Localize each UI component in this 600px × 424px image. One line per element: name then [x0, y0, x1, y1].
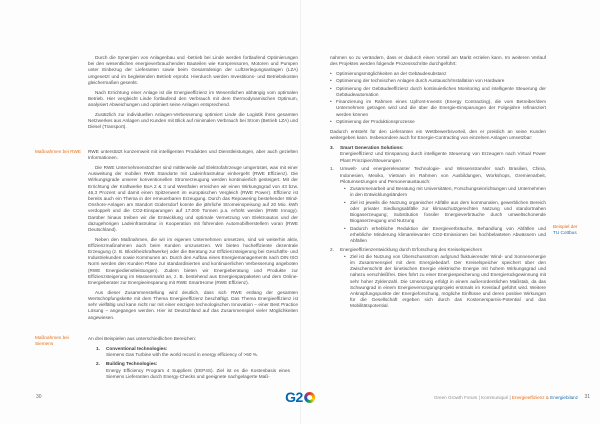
footer-breadcrumb [434, 395, 578, 400]
item-lead: Umwelt- und energierelevanter Technologie- und Wissenstransfer nach Brasilien, China, Indonesien, Mexiko, Vietnam im Rahmen von Ausbildungen, Workshops, Gremienarbeit, Pilotumsetzungen und Personenaustausch: [340, 166, 546, 184]
footer-text-plain: Green Growth Forum | Kommuniqué | [433, 395, 512, 400]
list-item: • Zusammenarbeit und Beratung mit Universitäten, Forschungseinrichtungen und Unternehmen in den Entwicklungsländern [344, 186, 546, 198]
item-title: Conventional technologies: [106, 345, 168, 351]
sub-bullet-list [340, 254, 546, 310]
list-item: • Optimierungsmöglichkeiten an der Gebäudesubstanz [330, 71, 546, 77]
g20-knot-icon [304, 392, 315, 403]
list-item: • Ziel ist die Nutzung von Überschussstrom aufgrund fluktuierender Wind- und Sonnenenergie im Zusammenspiel mit dem Energiebedarf. Der Kreiselspeicher speichert über den Zwischenschritt der kinetischen Energie elektrische Energie mit hohem Wirkungsgrad und nahezu verschleißfrei. Dies führt zu einer Energiespeicherung und Energierückgewinnung mit sehr hoher Zyklenzahl. Die Umsetzung erfolgt in einem außerordentlichen Maßstab, da das Schwungrad in einem Energieversorgungsprojekt erstmals im Kreislauf geführt wird. Weitere Anknüpfungspunkte der Energieforschung, mögliche Einflüsse und deren positive Wirkungen für die Gesellschaft ergeben sich durch das Kostenersparnis-Potential und das Mobilitätspotential. [344, 254, 546, 310]
item-number: 2. [330, 246, 334, 252]
item-number: 1. [96, 345, 100, 351]
left-text-block-linde [88, 55, 298, 134]
g20-logo-text: G2 [285, 389, 303, 405]
paragraph: nahmen so zu verändern, dass er dadurch einen Vorteil am Markt erzielen kann. Im weiteren Verlauf des Projektes werden folgende Prozessschritte durchgeführt: [330, 55, 546, 67]
paragraph: Die RWE Unternehmenstöchter sind mittlerweile auf Elektrofahrzeuge umgerüstet, was mit einer Ausweitung der mobilen RWE Standorte mit Ladeinfrastruktur einhergeht (RWE Effizienz). Die Wirkungsgrade unserer konventionellen Stromerzeugung werden kontinuierlich gesteigert. Mit der Errichtung der Kraftwerke BoA 2 & 3 und Westfalen erreichen wir einen Wirkungsgrad von 43 bzw. 46,3 Prozent und damit einen Spitzenwert im europäischen Vergleich (RWE Power). Effizienz ist bereits auch ein Thema in der erneuerbaren Erzeugung. Durch das Repowering bestehender Wind-Onshore-Anlagen am Standort Güdersdorf konnte die jährliche Stromeinspeisung auf 20 Mio. kWh verdoppelt und die CO2-Einsparungen auf 17.000 Tonnen p.a. erhöht werden (RWE Innogy). Darüber hinaus treiben wir die Entwicklung und optimale Vernetzung von Elektroautos und der dazugehörigen Ladeinfrastruktur in Kooperation mit führenden Automobilherstellern voran (RWE Deutschland). [88, 164, 298, 232]
paragraph: Dadurch entsteht für den Lieferanten ein Wettbewerbsvorteil, den er preislich an seine Kunden weitergeben kann. Insbesondere auch für Energie-Contracting von einzelnen Anlagen umsetzbar: [330, 128, 546, 140]
sub-bullet-list [340, 186, 546, 244]
list-item [96, 346, 290, 359]
item-number: 1. [330, 166, 334, 172]
paragraph: Durch die Synergien von Anlagenbau und -betrieb bei Linde werden fortlaufend Optimierungen bei den wesentlichen energieverbrauchenden Bauteilen wie Kompressoren, Motoren und Pumpen unter Einbezug der Lieferanten sowie beim Gesamtdesign der Luftzerlegungsanlagen (LZA) umgesetzt und im begleitenden Betrieb erprobt. Hierdurch werden Investitions- und Betriebskosten gleichermaßen gesenkt. [88, 55, 298, 85]
examples-intro: An drei Beispielen aus unterschiedlichen Bereichen: [88, 336, 197, 341]
paragraph: Neben den Maßnahmen, die wir im eigenen Unternehmen umsetzen, sind wir weiterhin aktiv, Effizienzmaßnahmen auch beim Kunden umzusetzen. Wir bieten hocheffiziente dezentrale Erzeugung (z. B. Blockheizkraftwerke) oder die Beratung zur Effizienzsteigerung bei Geschäfts- und Industriekunden sowie Kommunen an. Durch den Aufbau eines Energiemanagements nach DIN ISO Norm werden den Kunden Pläne zur standardisierten und kontinuierlichen Verbesserung angeboten (RWE Energiedienstleistungen). Zudem bieten wir Energieberatung und Produkte zur Effizienzsteigerung im Massenmarkt an, z. B. bestehend aus Energiesparpaketen und dem Online-Energieberater zur Energieeinsparung mit RWE SmartHome (RWE Effizienz). [88, 236, 298, 286]
item-number: 2. [96, 361, 100, 367]
item-body: Energy Efficiency Program 4 Suppliers (EEP4S). Ziel ist es die Kostenbasis eines Siemens Lieferanten durch Energy-Checks und geeignete nachgelagerte Maß- [106, 367, 290, 380]
margin-note-siemens: Maßnahmen bei Siemens [35, 335, 69, 346]
list-item: • Ziel ist jeweils die Nutzung organischer Abfälle aus dem kommunalen, gewerblichen Bereich oder privater Siedlungsabfälle zur klimaschutzgerechten Nutzung und standortnahen Biogaserzeugung; Substitution fossiler Energieverbräuche durch umweltschonende Biogaserzeugung und Nutzung [344, 200, 546, 225]
process-steps-list [330, 71, 546, 125]
list-item: • Optimierung der Produktionsprozesse [330, 119, 546, 125]
list-item: • Finanzierung im Rahmen eines Upfront-Invests (Energy Contracting), die vom Betreiber/dem Unternehmen getragen wird und die über die Energie-Einsparungen der Folgejahre refinanziert werden können [330, 99, 546, 118]
paragraph: Nach Errichtung einer Anlage ist die Energieeffizienz im Wesentlichen abhängig vom optimalen Betrieb. Hier vergleicht Linde fortlaufend den Verbrauch mit dem thermodynamischen Optimum, analysiert Abweichungen und optimiert seine Anlagen entsprechend. [88, 89, 298, 107]
item-lead: Energieeffizienzentwicklung durch Erforschung des Kreiselspeichers [340, 246, 482, 252]
footer-text-orange: Energieeffizienz & [511, 395, 551, 400]
margin-note-rwe: Maßnahmen bei RWE [35, 149, 82, 154]
list-item: • Dadurch erhebliche Reduktion der Energieverbräuche, Behandlung von Abfällen und erhebliche Minderung klimarelevanter CO2-Emissionen bei hochbelasteten Abwässern und Abfällen [344, 226, 546, 245]
smart-generation-heading [330, 145, 546, 164]
list-item: • Optimierung der Gebäudeeffizienz durch kontinuierliches Monitoring und intelligente Steuerung der Gebäudeautomation [330, 86, 546, 98]
margin-note-line2: TU Cottbus [553, 229, 577, 235]
item-title: Smart Generation Solutions: [340, 144, 404, 150]
margin-note-tu-cottbus [553, 224, 595, 236]
page-number-right: 31 [584, 394, 590, 400]
item-title: Building Technologies: [106, 361, 158, 367]
page-right [300, 0, 600, 424]
list-item: • Optimierung der technischen Anlagen durch Austausch/Installation von Hardware [330, 78, 546, 84]
item-body: Siemens Gas Turbine with the world record in energy efficiency of >60 %. [106, 352, 259, 358]
g20-logo [285, 389, 315, 405]
paragraph: Aus dieser Zusammenstellung wird deutlich, dass sich RWE entlang der gesamten Wertschöpfungskette mit dem Thema Energieeffizienz beschäftigt. Das Thema Energieeffizienz ist sehr vielfältig und kann nicht nur mit einer einzigen technologischen Innovation – einer Best Practice Lösung – angegangen werden. Hier ist Deutschland auf das Zusammenspiel vieler Möglichkeiten angewiesen. [88, 289, 298, 320]
item-body: Energieeffizienz und Einsparung durch intelligente Steuerung von Erzeugern nach Virtual Power Plant Prinzipien/Steuerungen [340, 151, 546, 163]
list-item [96, 361, 290, 380]
paragraph: RWE unterstützt konzernweit mit intelligenten Produkten und Dienstleistungen, aber auch gezielten Informationen. [88, 149, 298, 161]
paragraph: Zusätzlich zur individuellen Anlagen-Verbesserung optimiert Linde die Logistik ihres gesamten Netzwerkes aus Anlagen und Kunden mit Blick auf minimalen Verbrauch bei Strom (Betrieb LZA) und Diesel (Transport). [88, 111, 298, 130]
numbered-item [330, 247, 546, 310]
item-number: 3. [330, 144, 334, 150]
numbered-item [330, 166, 546, 244]
right-text-block [330, 55, 546, 312]
left-text-block-rwe [88, 149, 298, 324]
footer-text-blue: Energiebilanz [550, 395, 578, 400]
margin-note-line1: Beispiel der [553, 224, 578, 229]
left-text-block-siemens [88, 336, 298, 383]
page-number-left: 30 [36, 394, 42, 400]
